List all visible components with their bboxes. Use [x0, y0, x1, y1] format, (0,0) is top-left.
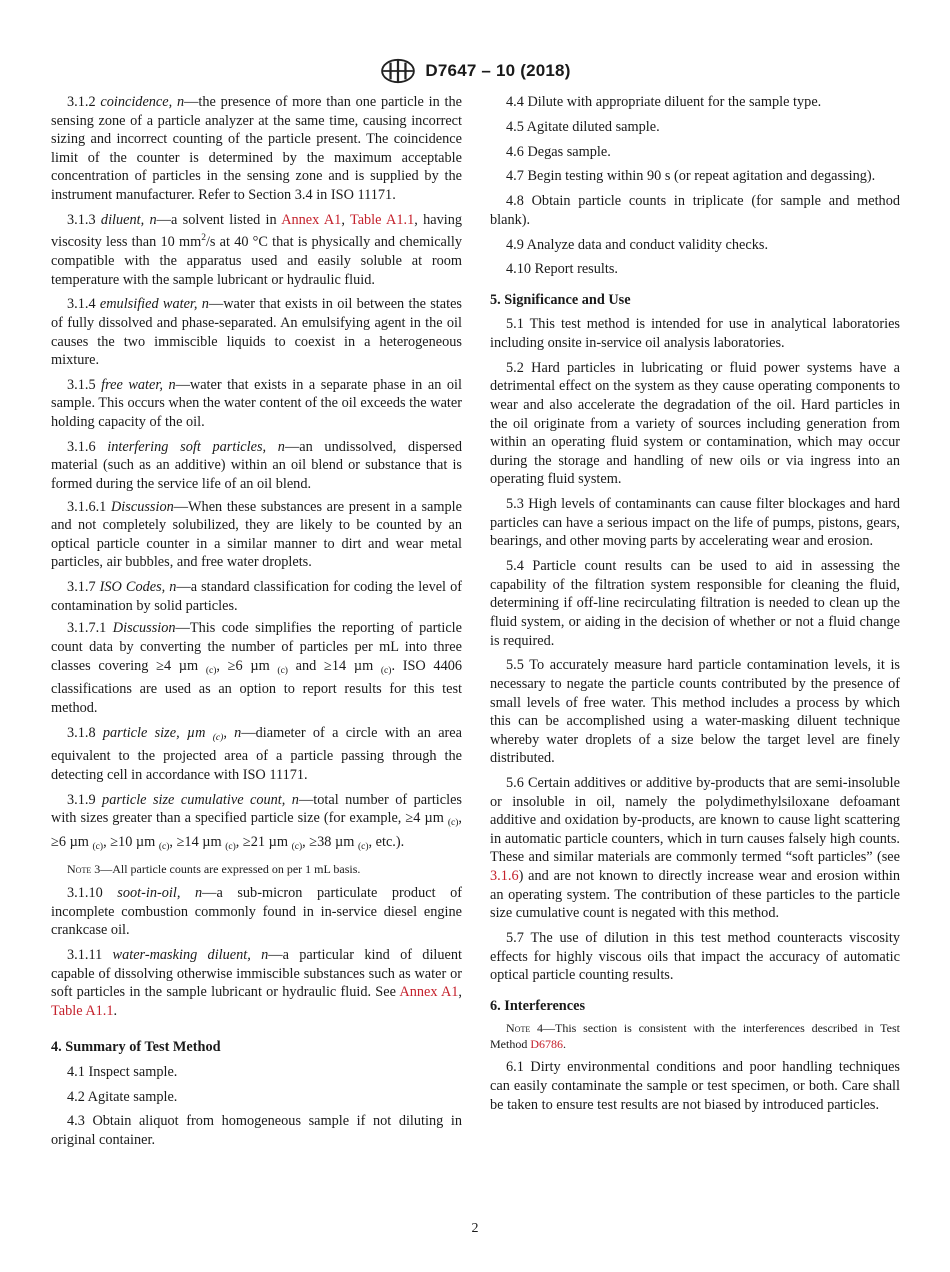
standard-designation: D7647 – 10 (2018) — [425, 61, 571, 80]
definition-3-1-9: 3.1.9 particle size cumulative count, n—total number of particles with sizes greater than a specified particle size (for example, ≥4 µm $_{(c)}$, ≥6 µm $_{(c)}$, ≥10 µm $_{(c)}$, ≥14 µm $_{(c)}$, ≥21 µm $_{(c)}$, ≥38 µm $_{(c)}$, etc.). — [51, 791, 462, 852]
step-4-9: 4.9 Analyze data and conduct validity checks. — [506, 236, 769, 253]
step-4-2: 4.2 Agitate sample. — [67, 1088, 178, 1105]
page-number: 2 — [471, 1221, 479, 1236]
note-4: Note 4—This section is consistent with the interferences described in Test Method D6786. — [490, 1021, 900, 1051]
definition-3-1-6: 3.1.6 interfering soft particles, n—an undissolved, dispersed material (such as an additive) within an oil blend or substance that is formed during the service life of an oil blend. — [51, 438, 462, 493]
annex-a1-link[interactable]: Annex A1 — [399, 984, 459, 1001]
annex-a1-link[interactable]: Annex A1 — [281, 211, 342, 228]
definition-3-1-7: 3.1.7 ISO Codes, n—a standard classification for coding the level of contamination by solid particles. — [51, 579, 462, 614]
step-4-8: 4.8 Obtain particle counts in triplicate (for sample and method blank). — [490, 193, 900, 228]
para-5-7: 5.7 The use of dilution in this test method counteracts viscosity effects for highly viscous oils that impact the accuracy of automatic optical particle counting results. — [490, 930, 900, 984]
definition-3-1-11: 3.1.11 water-masking diluent, n—a particular kind of diluent capable of dissolving otherwise immiscible substances such as water or soft particles in the sample lubricant or hydraulic fluid. See Annex A1, Table A1.1. — [51, 946, 462, 1019]
definition-3-1-3: 3.1.3 diluent, n—a solvent listed in Annex A1, Table A1.1, having viscosity less than 10 $mm^2/s$ at 40 °C that is physically and chemically compatible with the apparatus used and easily soluble at room temperature with the sample lubricant or hydraulic fluid. — [51, 211, 463, 288]
definition-3-1-8: 3.1.8 particle size, µm $_{(c)}$, n—diameter of a circle with an area equivalent to the projected area of a particle passing through the detecting cell in accordance with ISO 11171. — [51, 724, 462, 783]
step-4-6: 4.6 Degas sample. — [506, 143, 611, 160]
d6786-link[interactable]: D6786 — [530, 1036, 564, 1051]
section-6-heading: 6. Interferences — [490, 997, 586, 1014]
table-a1-1-link[interactable]: Table A1.1 — [349, 211, 415, 228]
astm-logo-icon — [379, 57, 417, 85]
ref-3-1-6-link[interactable]: 3.1.6 — [490, 868, 519, 885]
page-header — [0, 56, 950, 86]
para-5-3: 5.3 High levels of contaminants can cause filter blockages and hard particles can have a serious impact on the life of pumps, pistons, gears, bearings, and other moving parts by accelerating wear and erosion. — [490, 496, 900, 550]
para-5-6: 5.6 Certain additives or additive by-products that are semi-insoluble or insoluble in oil, namely the polydimethylsiloxane defoamant additive and oxidation by-products, are known to cause light scattering in automatic particle counters, which in turn causes falsely high counts. These and similar materials are commonly termed “soft particles” (see 3.1.6) and are not known to directly increase wear and erosion within an operating system. The contribution of these particles to the particle size cumulative count is negated with this method. — [490, 775, 900, 922]
step-4-10: 4.10 Report results. — [506, 261, 618, 278]
step-4-7: 4.7 Begin testing within 90 s (or repeat agitation and degassing). — [506, 168, 876, 185]
step-4-4: 4.4 Dilute with appropriate diluent for the sample type. — [506, 94, 822, 110]
para-5-1: 5.1 This test method is intended for use in analytical laboratories including onsite in-service oil analysis laboratories. — [490, 316, 900, 352]
step-4-3: 4.3 Obtain aliquot from homogeneous sample if not diluting in original container. — [51, 1113, 462, 1149]
discussion-3-1-6-1: 3.1.6.1 Discussion—When these substances are present in a sample and not completely solubilized, they are likely to be counted by an optical particle counter in a similar manner to dirt and wear metal particles, air bubbles, and free water droplets. — [51, 498, 462, 571]
left-column — [51, 93, 462, 1156]
para-6-1: 6.1 Dirty environmental conditions and poor handling techniques can easily contaminate the sample or test specimen, or both. Care shall be taken to ensure test results are not biased by introduced particles. — [490, 1059, 900, 1113]
discussion-3-1-7-1: 3.1.7.1 Discussion—This code simplifies the reporting of particle count data by converting the number of particles per mL into three classes covering ≥4 µm $_{(c)}$, ≥6 µm $_{(c)}$ and ≥14 µm $_{(c)}$. ISO 4406 classifications are used as an option to report results for this test method. — [51, 620, 463, 716]
para-5-5: 5.5 To accurately measure hard particle contamination levels, it is necessary to negate the particle counts contributed by the presence of small levels of free water. This method includes a process by which this can be accomplished using a water-masking diluent technique whereby water droplets of a size below the target level are finely distributed. — [490, 657, 900, 767]
definition-3-1-5: 3.1.5 free water, n—water that exists in a separate phase in an oil sample. This occurs when the water content of the oil exceeds the water holding capacity of the oil. — [51, 376, 462, 431]
para-5-4: 5.4 Particle count results can be used to aid in assessing the capability of the filtration system responsible for cleaning the fluid, determining if off-line recirculating filtration is needed to clean up the fluid system, or aiding in the decision of whether or not a fluid change is required. — [490, 558, 900, 649]
note-3: Note 3—All particle counts are expressed on per 1 mL basis. — [67, 862, 361, 877]
para-5-2: 5.2 Hard particles in lubricating or fluid power systems have a detrimental effect on the system as they cause operating components to wear and also accelerate the degradation of the oil. Hard particles in the oil originate from a variety of sources including generation from within an operating fluid system or contamination, which may occur during the storage and handling of new oils or via ingress into an operating fluid system. — [490, 359, 900, 488]
right-column — [490, 93, 900, 1120]
section-5-heading: 5. Significance and Use — [490, 291, 631, 308]
table-a1-1-link[interactable]: Table A1.1 — [51, 1002, 114, 1019]
definition-3-1-10: 3.1.10 soot-in-oil, n—a sub-micron particulate product of incomplete combustion commonly found in in-service diesel engine crankcase oil. — [51, 884, 462, 939]
section-4-heading: 4. Summary of Test Method — [51, 1039, 221, 1056]
step-4-1: 4.1 Inspect sample. — [67, 1063, 178, 1080]
step-4-5: 4.5 Agitate diluted sample. — [506, 118, 660, 135]
definition-3-1-2: 3.1.2 coincidence, n—the presence of more than one particle in the sensing zone of a particle analyzer at the same time, causing incorrect sizing and incorrect counting of the particle present. The coincidence limit of the counter is determined by the maximum acceptable concentration of particles in the sensing zone and is supplied by the instrument manufacturer. Refer to Section 3.4 in ISO 11171. — [51, 94, 462, 203]
definition-3-1-4: 3.1.4 emulsified water, n—water that exists in oil between the states of fully dissolved and phase-separated. An emulsifying agent in the oil causes the two immiscible liquids to coexist in a heterogeneous mixture. — [51, 296, 462, 369]
